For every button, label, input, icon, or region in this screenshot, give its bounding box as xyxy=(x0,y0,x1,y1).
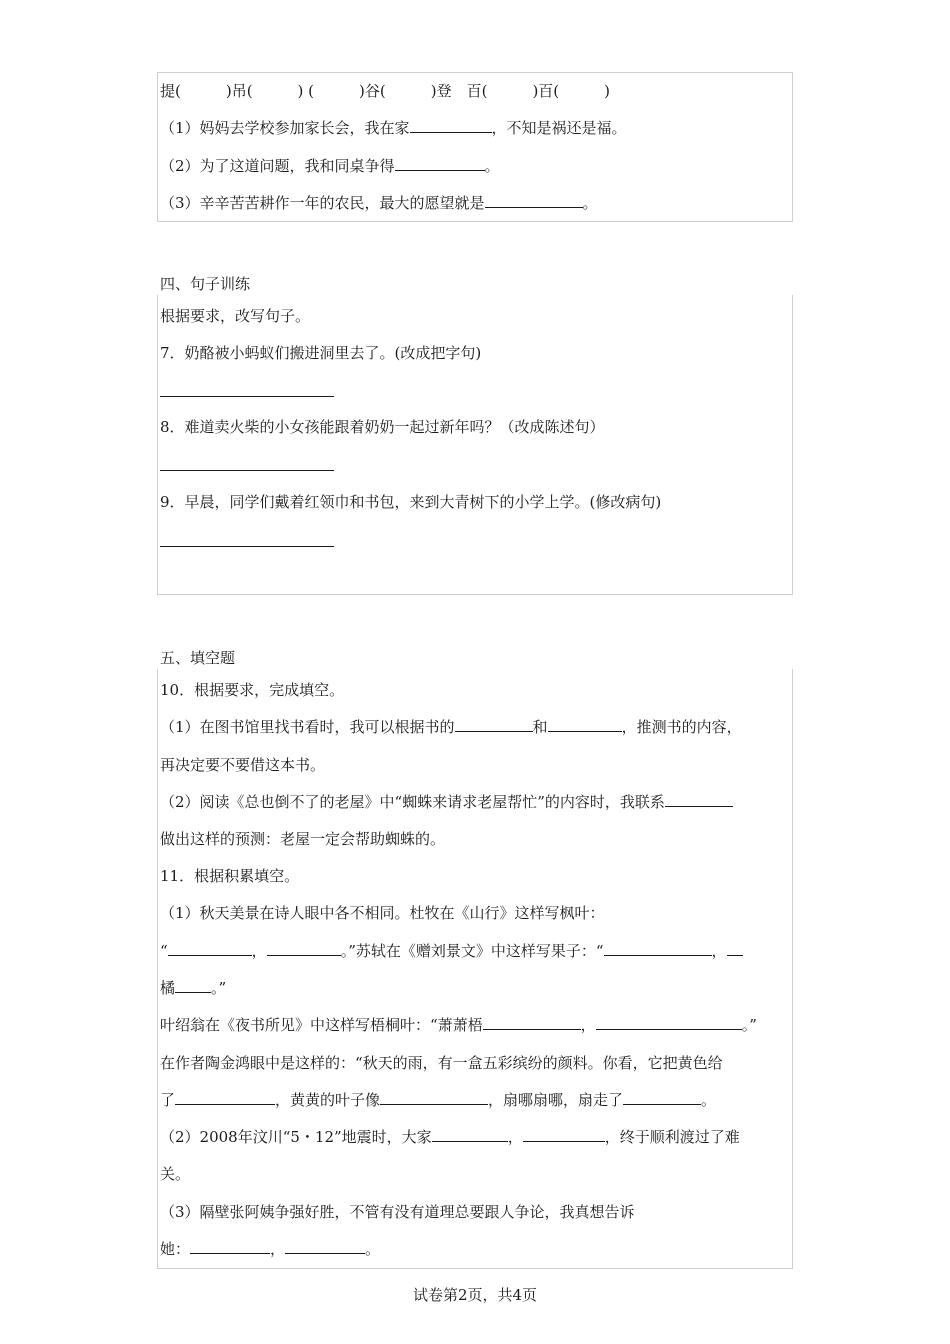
question-10-1 xyxy=(160,717,742,737)
question-text: ， xyxy=(711,942,727,960)
question-11-3-cont xyxy=(160,1239,380,1259)
question-text: 。”苏轼在《赠刘景文》中这样写果子：“ xyxy=(340,942,604,960)
answer-blank[interactable] xyxy=(455,717,533,732)
page-footer: 试卷第2页，共4页 xyxy=(412,1286,538,1304)
question-text: （1）在图书馆里找书看时，我可以根据书的 xyxy=(160,718,455,736)
answer-blank[interactable] xyxy=(604,941,712,956)
section4-heading: 四、句子训练 xyxy=(160,275,251,293)
question-text: （3）辛辛苦苦耕作一年的农民，最大的愿望就是 xyxy=(160,194,485,212)
question-11-1-autumn-rain: 在作者陶金鸿眼中是这样的：“秋天的雨，有一盒五彩缤纷的颜料。你看，它把黄色给 xyxy=(160,1054,723,1072)
answer-blank[interactable] xyxy=(190,1239,270,1254)
question-text: ，推测书的内容， xyxy=(621,718,742,736)
question-11-1: （1）秋天美景在诗人眼中各不相同。杜牧在《山行》这样写枫叶： xyxy=(160,904,605,922)
question-text: ，黄黄的叶子像 xyxy=(275,1091,381,1109)
question-11-3: （3）隔壁张阿姨争强好胜，不管有没有道理总要跟人争论，我真想告诉 xyxy=(160,1203,635,1221)
question-10: 10．根据要求，完成填空。 xyxy=(160,681,345,699)
question-11-1-yellow xyxy=(160,1090,716,1110)
section4-box xyxy=(157,295,793,595)
question-3-3 xyxy=(160,193,598,213)
answer-blank[interactable] xyxy=(285,1239,365,1254)
answer-line-8[interactable] xyxy=(160,470,334,471)
answer-line-9[interactable] xyxy=(160,546,334,547)
question-text: ， xyxy=(270,1240,286,1258)
question-11-1-wutong xyxy=(160,1015,757,1035)
question-9: 9．早晨，同学们戴着红领巾和书包，来到大青树下的小学上学。(修改病句) xyxy=(160,493,662,511)
question-text: 她： xyxy=(160,1240,191,1258)
word-pairs-line: 提( )吊( ) ( )谷( )登 百( )百( ) xyxy=(160,82,610,100)
question-text: ，扇哪扇哪，扇走了 xyxy=(488,1091,624,1109)
question-text: 。” xyxy=(211,979,227,997)
answer-blank[interactable] xyxy=(596,1015,742,1030)
section4-instruction: 根据要求，改写句子。 xyxy=(160,307,311,325)
answer-blank[interactable] xyxy=(548,717,622,732)
question-text: 了 xyxy=(160,1091,176,1109)
question-text: （2）2008年汶川“5・12”地震时，大家 xyxy=(160,1128,432,1146)
answer-blank[interactable] xyxy=(380,1090,488,1105)
answer-blank[interactable] xyxy=(175,1090,275,1105)
question-text: ， xyxy=(507,1128,523,1146)
question-7: 7．奶酪被小蚂蚁们搬进洞里去了。(改成把字句) xyxy=(160,344,482,362)
question-10-2-cont: 做出这样的预测：老屋一定会帮助蜘蛛的。 xyxy=(160,830,446,848)
answer-blank[interactable] xyxy=(485,193,583,208)
question-text: 。 xyxy=(582,194,598,212)
question-text: （2）为了这道问题，我和同桌争得 xyxy=(160,157,395,175)
question-text: 橘 xyxy=(160,979,176,997)
question-11-1-poems xyxy=(160,941,743,961)
answer-blank[interactable] xyxy=(727,941,743,956)
answer-blank[interactable] xyxy=(395,156,485,171)
answer-blank[interactable] xyxy=(410,118,492,133)
answer-blank[interactable] xyxy=(175,978,211,993)
question-11-2 xyxy=(160,1127,740,1147)
section5-heading: 五、填空题 xyxy=(160,649,236,667)
question-text: ， xyxy=(251,942,267,960)
question-text: ，不知是祸还是福。 xyxy=(491,119,627,137)
question-10-1-cont: 再决定要不要借这本书。 xyxy=(160,756,326,774)
question-text: 。” xyxy=(741,1016,757,1034)
answer-blank[interactable] xyxy=(432,1127,508,1142)
question-text: 。 xyxy=(365,1240,381,1258)
question-3-1 xyxy=(160,118,627,138)
answer-blank[interactable] xyxy=(168,941,252,956)
question-text: （2）阅读《总也倒不了的老屋》中“蜘蛛来请求老屋帮忙”的内容时，我联系 xyxy=(160,793,665,811)
answer-blank[interactable] xyxy=(623,1090,701,1105)
question-11: 11．根据积累填空。 xyxy=(160,867,300,885)
question-text: 叶绍翁在《夜书所见》中这样写梧桐叶：“萧萧梧 xyxy=(160,1016,483,1034)
question-11-2-cont: 关。 xyxy=(160,1165,191,1183)
question-10-2 xyxy=(160,792,733,812)
question-text: ， xyxy=(580,1016,596,1034)
question-text: （1）妈妈去学校参加家长会，我在家 xyxy=(160,119,410,137)
question-text: “ xyxy=(160,942,168,960)
question-text: 。 xyxy=(484,157,500,175)
question-text: 。 xyxy=(701,1091,717,1109)
answer-blank[interactable] xyxy=(665,792,733,807)
question-text: ，终于顺利渡过了难 xyxy=(604,1128,740,1146)
answer-blank[interactable] xyxy=(523,1127,605,1142)
question-11-1-orange xyxy=(160,978,226,998)
question-8: 8．难道卖火柴的小女孩能跟着奶奶一起过新年吗？（改成陈述句） xyxy=(160,418,605,436)
question-3-2 xyxy=(160,156,500,176)
answer-blank[interactable] xyxy=(267,941,341,956)
question-text: 和 xyxy=(532,718,548,736)
answer-line-7[interactable] xyxy=(160,396,334,397)
answer-blank[interactable] xyxy=(483,1015,581,1030)
